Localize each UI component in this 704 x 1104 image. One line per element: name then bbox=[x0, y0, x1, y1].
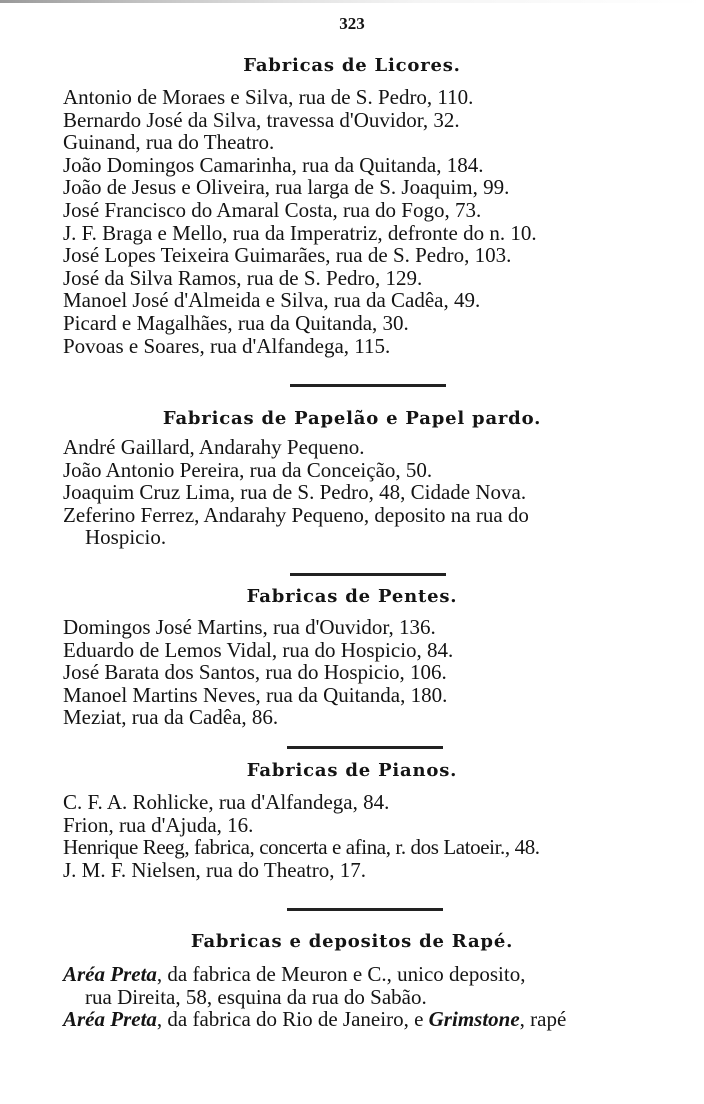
section-title-rape: Fabricas e depositos de Rapé. bbox=[190, 931, 514, 952]
list-item: João Domingos Camarinha, rua da Quitanda, 184. bbox=[63, 152, 484, 177]
product-name: Aréa Preta bbox=[63, 962, 157, 986]
list-item: Meziat, rua da Cadêa, 86. bbox=[63, 705, 279, 730]
section-pianos bbox=[63, 791, 683, 881]
list-item: José da Silva Ramos, rua de S. Pedro, 129. bbox=[63, 265, 423, 290]
list-item: C. F. A. Rohlicke, rua d'Alfandega, 84. bbox=[63, 790, 390, 814]
list-item: Joaquim Cruz Lima, rua de S. Pedro, 48, Cidade Nova. bbox=[63, 480, 527, 505]
list-item: Guinand, rua do Theatro. bbox=[63, 130, 275, 155]
entry-text: , rapé bbox=[519, 1007, 567, 1032]
list-item: João de Jesus e Oliveira, rua larga de S. Joaquim, 99. bbox=[63, 175, 510, 200]
list-item: Henrique Reeg, fabrica, concerta e afina, r. dos Latoeir., 48. bbox=[63, 835, 540, 860]
divider-rule bbox=[290, 573, 446, 576]
list-item: Manoel José d'Almeida e Silva, rua da Cadêa, 49. bbox=[63, 288, 481, 313]
section-pentes bbox=[63, 616, 683, 729]
list-item-continuation: Hospicio. bbox=[85, 525, 167, 550]
list-item: José Francisco do Amaral Costa, rua do Fogo, 73. bbox=[63, 197, 482, 222]
list-item: Povoas e Soares, rua d'Alfandega, 115. bbox=[63, 333, 391, 358]
product-name: Grimstone bbox=[428, 1007, 520, 1032]
divider-rule bbox=[287, 746, 443, 749]
section-title-pentes: Fabricas de Pentes. bbox=[246, 586, 458, 607]
entry-text: , da fabrica do Rio de Janeiro, e bbox=[156, 1007, 429, 1032]
product-name: Aréa Preta bbox=[63, 1007, 157, 1032]
section-title-papelao: Fabricas de Papelão e Papel pardo. bbox=[162, 408, 542, 429]
list-item: José Lopes Teixeira Guimarães, rua de S. Pedro, 103. bbox=[63, 243, 512, 268]
list-item: Bernardo José da Silva, travessa d'Ouvidor, 32. bbox=[63, 107, 460, 132]
section-title-licores: Fabricas de Licores. bbox=[243, 55, 461, 76]
list-item bbox=[63, 963, 683, 986]
section-licores bbox=[63, 86, 683, 357]
list-item: J. F. Braga e Mello, rua da Imperatriz, defronte do n. 10. bbox=[63, 220, 537, 245]
list-item: Antonio de Moraes e Silva, rua de S. Pedro, 110. bbox=[63, 85, 474, 109]
list-item: Domingos José Martins, rua d'Ouvidor, 136. bbox=[63, 615, 436, 639]
list-item bbox=[63, 1008, 683, 1031]
page-number: 323 bbox=[339, 14, 365, 33]
section-rape bbox=[63, 963, 683, 1031]
list-item: Picard e Magalhães, rua da Quitanda, 30. bbox=[63, 310, 409, 335]
list-item: J. M. F. Nielsen, rua do Theatro, 17. bbox=[63, 857, 366, 882]
divider-rule bbox=[290, 384, 446, 387]
divider-rule bbox=[287, 908, 443, 911]
list-item: José Barata dos Santos, rua do Hospicio, 106. bbox=[63, 660, 447, 685]
section-papelao bbox=[63, 436, 683, 549]
list-item: André Gaillard, Andarahy Pequeno. bbox=[63, 435, 365, 459]
section-title-pianos: Fabricas de Pianos. bbox=[246, 760, 458, 781]
list-item: Eduardo de Lemos Vidal, rua do Hospicio, 84. bbox=[63, 637, 454, 662]
list-item: Manoel Martins Neves, rua da Quitanda, 180. bbox=[63, 682, 448, 707]
scan-edge bbox=[0, 0, 704, 3]
list-item: João Antonio Pereira, rua da Conceição, 50. bbox=[63, 457, 433, 482]
list-item: Zeferino Ferrez, Andarahy Pequeno, deposito na rua do bbox=[63, 502, 529, 527]
list-item-continuation: rua Direita, 58, esquina da rua do Sabão. bbox=[85, 984, 427, 1009]
entry-text: , da fabrica de Meuron e C., unico deposito, bbox=[156, 962, 526, 986]
list-item: Frion, rua d'Ajuda, 16. bbox=[63, 812, 254, 837]
